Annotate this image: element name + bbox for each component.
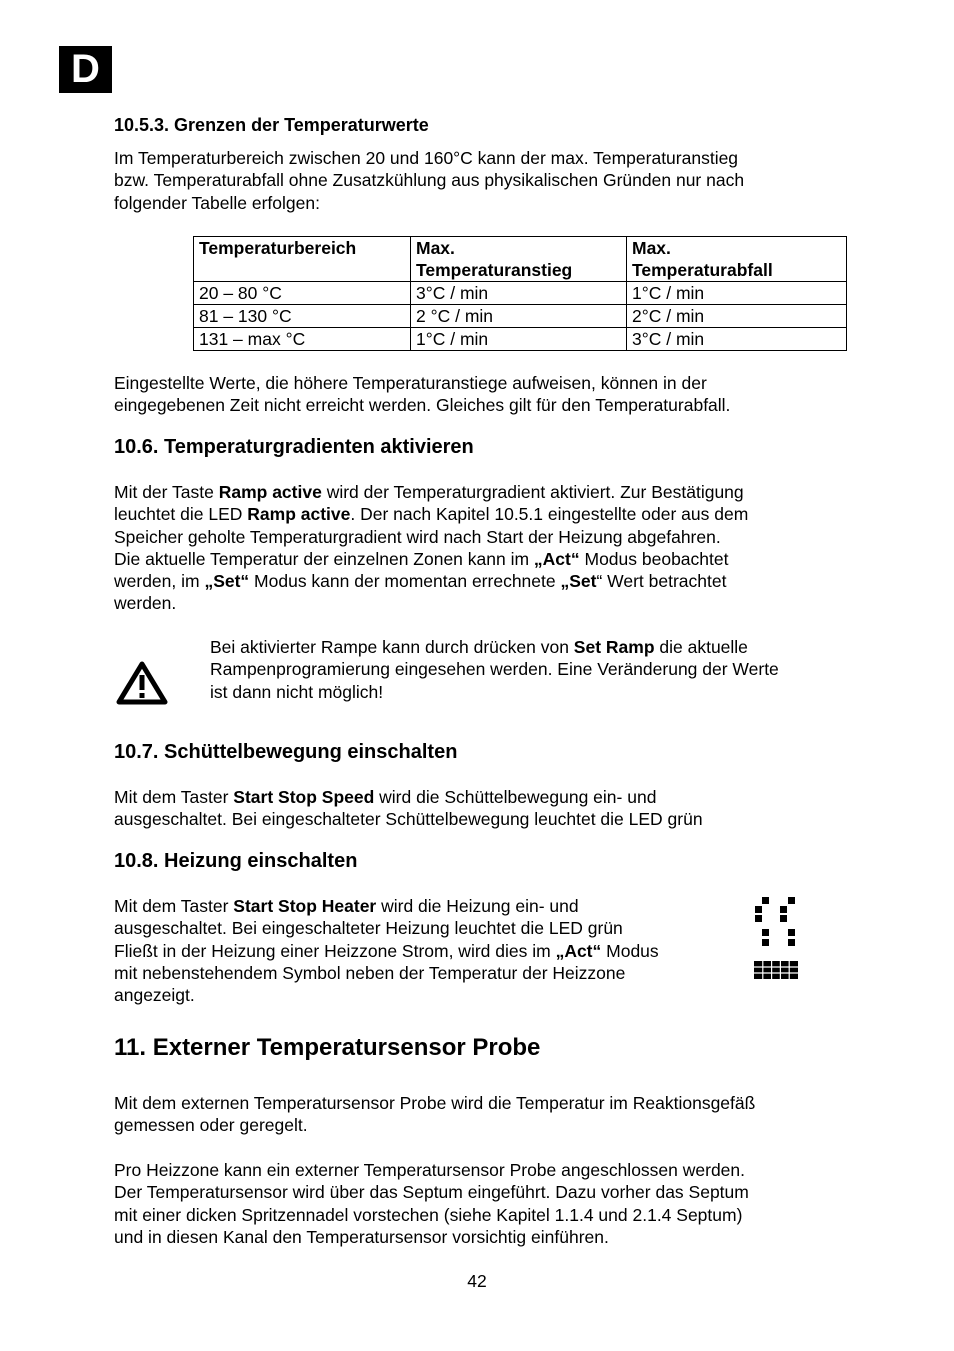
- table-cell: 2°C / min: [627, 305, 847, 328]
- heading-10-7: 10.7. Schüttelbewegung einschalten: [114, 741, 458, 763]
- table-cell: 1°C / min: [627, 282, 847, 305]
- header-cell: Max. Temperaturabfall: [627, 237, 847, 282]
- temperature-table: [193, 236, 847, 351]
- warning-text: Bei aktivierter Rampe kann durch drücken von Set Ramp die aktuelle Rampenprogramierung eingesehen werden. Eine Veränderung der Werte ist dann nicht möglich!: [210, 637, 779, 702]
- paragraph-probe-1: Mit dem externen Temperatursensor Probe wird die Temperatur im Reaktionsgefäß gemessen oder geregelt.: [114, 1093, 756, 1136]
- table-row: [194, 305, 847, 328]
- header-cell: Max. Temperaturanstieg: [411, 237, 627, 282]
- table-cell: 81 – 130 °C: [194, 305, 411, 328]
- paragraph-ramp: Mit der Taste Ramp active wird der Temperaturgradient aktiviert. Zur Bestätigung leuchtet die LED Ramp active. Der nach Kapitel 10.5.1 eingestellte oder aus dem Speicher geholte Temperaturgradient wird nach Start der Heizung abgefahren. Die aktuelle Temperatur der einzelnen Zonen kann im „Act“ Modus beobachtet werden, im „Set“ Modus kann der momentan errechnete „Set“ Wert betrachtet werden.: [114, 482, 749, 614]
- table-cell: 1°C / min: [411, 328, 627, 351]
- table-cell: 131 – max °C: [194, 328, 411, 351]
- note-line: eingegebenen Zeit nicht erreicht werden. Gleiches gilt für den Temperaturabfall.: [114, 395, 731, 416]
- table-header-row: [194, 237, 847, 282]
- paragraph-probe-2: Pro Heizzone kann ein externer Temperatursensor Probe angeschlossen werden. Der Temperatursensor wird über das Septum eingeführt. Dazu vorher das Septum mit einer dicken Spritzennadel vorstechen (siehe Kapitel 1.1.4 und 2.1.4 Septum) und in diesen Kanal den Temperatursensor vorsichtig einführen.: [114, 1160, 749, 1247]
- paragraph-shaking: Mit dem Taster Start Stop Speed wird die Schüttelbewegung ein- und ausgeschaltet. Bei eingeschalteter Schüttelbewegung leuchtet die LED grün: [114, 787, 703, 830]
- paragraph-heater: Mit dem Taster Start Stop Heater wird die Heizung ein- und ausgeschaltet. Bei eingeschalteter Heizung leuchtet die LED grün Fließt in der Heizung einer Heizzone Strom, wird dies im „Act“ Modus mit nebenstehendem Symbol neben der Temperatur der Heizzone angezeigt.: [114, 896, 659, 1006]
- warning-triangle-icon: [116, 660, 168, 706]
- note-line: Eingestellte Werte, die höhere Temperaturanstiege aufweisen, können in der: [114, 373, 707, 393]
- header-cell: Temperaturbereich: [194, 237, 411, 282]
- heater-symbol-icon: [752, 895, 800, 983]
- paragraph-intro: [114, 147, 834, 214]
- paragraph-note: [114, 372, 834, 417]
- intro-line: bzw. Temperaturabfall ohne Zusatzkühlung aus physikalischen Gründen nur nach: [114, 170, 745, 191]
- heading-10-6: 10.6. Temperaturgradienten aktivieren: [114, 436, 474, 458]
- language-badge: D: [59, 46, 112, 93]
- heading-10-5-3: 10.5.3. Grenzen der Temperaturwerte: [114, 115, 429, 135]
- heading-10-8: 10.8. Heizung einschalten: [114, 850, 358, 872]
- table-row: [194, 282, 847, 305]
- page-number: 42: [467, 1271, 487, 1291]
- heading-11: 11. Externer Temperatursensor Probe: [114, 1034, 541, 1061]
- table-row: [194, 328, 847, 351]
- table-cell: 3°C / min: [627, 328, 847, 351]
- table-cell: 3°C / min: [411, 282, 627, 305]
- intro-line: folgender Tabelle erfolgen:: [114, 192, 320, 213]
- table-cell: 20 – 80 °C: [194, 282, 411, 305]
- table-cell: 2 °C / min: [411, 305, 627, 328]
- intro-line: Im Temperaturbereich zwischen 20 und 160°C kann der max. Temperaturanstieg: [114, 148, 739, 168]
